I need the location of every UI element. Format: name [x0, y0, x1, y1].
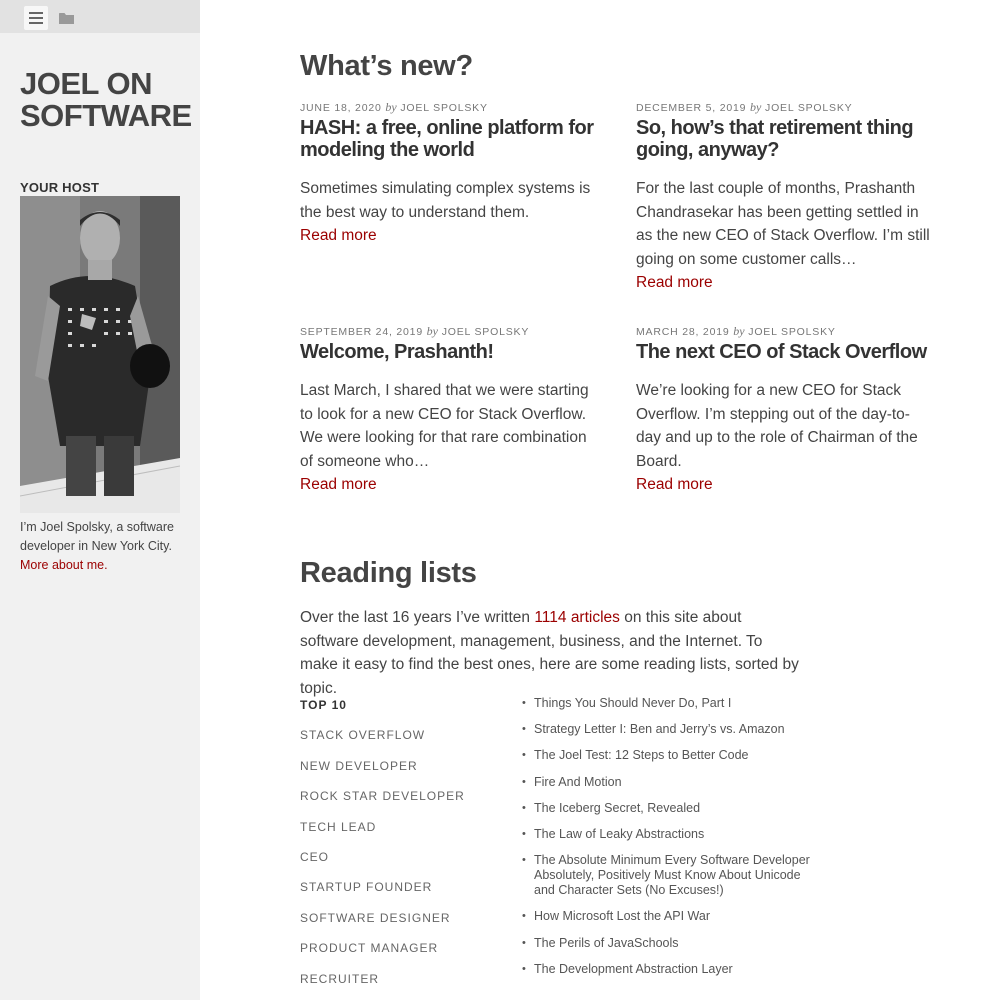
reading-list-articles — [520, 696, 815, 988]
sidebar — [0, 0, 200, 1000]
post-title[interactable]: The next CEO of Stack Overflow — [636, 341, 927, 363]
read-more-link[interactable]: Read more — [300, 476, 377, 493]
post-title[interactable]: HASH: a free, online platform for modeling the world — [300, 117, 594, 161]
post-excerpt: Last March, I shared that we were starting to look for a new CEO for Stack Overflow. We were looking for that rare combination of someone who… — [300, 382, 589, 470]
reading-list-category[interactable]: STACK OVERFLOW — [300, 728, 426, 743]
post-by: by — [426, 324, 438, 338]
reading-list-category[interactable]: CEO — [300, 849, 330, 864]
sidebar-toolbar — [0, 0, 200, 33]
reading-list-category[interactable]: TOP 10 — [300, 698, 347, 712]
reading-list-article-link[interactable]: • Things You Should Never Do, Part I — [520, 696, 815, 711]
folder-icon — [59, 12, 74, 25]
reading-list-category[interactable]: TECH LEAD — [300, 819, 377, 834]
whats-new-heading: What’s new? — [300, 50, 473, 82]
post-date[interactable]: DECEMBER 5, 2019 — [636, 102, 747, 114]
hamburger-menu-icon — [29, 12, 43, 24]
reading-list-category[interactable]: ROCK STAR DEVELOPER — [300, 789, 465, 804]
post-excerpt: We’re looking for a new CEO for Stack Overflow. I’m stepping out of the day-to-day and up to the role of Chairman of the Board. — [636, 382, 918, 470]
post-date[interactable]: JUNE 18, 2020 — [300, 102, 382, 114]
folder-button[interactable] — [54, 6, 78, 30]
post-card — [300, 324, 595, 497]
reading-list-category[interactable]: SOFTWARE DESIGNER — [300, 910, 451, 925]
post-author[interactable]: JOEL SPOLSKY — [765, 102, 853, 114]
read-more-link[interactable]: Read more — [636, 274, 713, 291]
host-heading: YOUR HOST — [20, 180, 100, 195]
post-by: by — [749, 100, 762, 114]
reading-list-article-link[interactable]: • The Iceberg Secret, Revealed — [520, 801, 815, 816]
reading-lists-heading: Reading lists — [300, 557, 477, 589]
reading-list-article-link[interactable]: • Strategy Letter I: Ben and Jerry’s vs. Amazon — [520, 722, 815, 737]
reading-list-article-link[interactable]: • How Microsoft Lost the API War — [520, 909, 815, 924]
host-photo — [20, 196, 180, 513]
post-excerpt: Sometimes simulating complex systems is the best way to understand them. — [300, 180, 591, 221]
post-date[interactable]: SEPTEMBER 24, 2019 — [300, 326, 423, 338]
reading-list-article-link[interactable]: • The Perils of JavaSchools — [520, 936, 815, 951]
read-more-link[interactable]: Read more — [300, 227, 377, 244]
post-author[interactable]: JOEL SPOLSKY — [441, 326, 530, 338]
reading-list-category[interactable]: RECRUITER — [300, 971, 380, 986]
articles-count-link[interactable]: 1114 articles — [534, 609, 620, 626]
post-by: by — [733, 324, 745, 338]
more-about-me-link[interactable]: More about me. — [20, 558, 108, 572]
post-card — [300, 100, 610, 248]
reading-lists-intro — [300, 606, 800, 700]
post-title[interactable]: Welcome, Prashanth! — [300, 341, 494, 363]
post-meta — [636, 324, 931, 339]
reading-list-article-link[interactable]: • The Joel Test: 12 Steps to Better Code — [520, 748, 815, 763]
intro-text-before: Over the last 16 years I’ve written — [300, 609, 535, 626]
post-meta — [300, 100, 610, 115]
reading-list-article-link[interactable]: • The Development Abstraction Layer — [520, 962, 815, 977]
intro-text-after: on this site about software development, management, business, and the Internet. To make it easy to find the best ones, here are some reading lists, sorted by topic. — [300, 609, 799, 697]
post-author[interactable]: JOEL SPOLSKY — [400, 102, 488, 114]
post-date[interactable]: MARCH 28, 2019 — [636, 326, 730, 338]
post-excerpt: For the last couple of months, Prashanth Chandrasekar has been getting settled in as the new CEO of Stack Overflow. I’m still going on some customer calls… — [636, 180, 930, 268]
post-by: by — [385, 100, 397, 114]
reading-list-category[interactable]: PRODUCT MANAGER — [300, 941, 439, 956]
post-author[interactable]: JOEL SPOLSKY — [748, 326, 836, 338]
read-more-link[interactable]: Read more — [636, 476, 713, 493]
reading-list-article-link[interactable]: • Fire And Motion — [520, 775, 815, 790]
reading-list-category[interactable]: NEW DEVELOPER — [300, 758, 418, 773]
reading-list-article-link[interactable]: • The Absolute Minimum Every Software Developer Absolutely, Positively Must Know About Unicode and Character Sets (No Excuses!) — [520, 853, 815, 898]
host-photo-illustration — [20, 196, 180, 513]
post-meta — [636, 100, 936, 115]
post-meta — [300, 324, 595, 339]
menu-button[interactable] — [24, 6, 48, 30]
post-card — [636, 324, 931, 497]
post-title[interactable]: So, how’s that retirement thing going, anyway? — [636, 117, 914, 161]
post-card — [636, 100, 936, 295]
site-title[interactable]: JOEL ON SOFTWARE — [20, 66, 192, 133]
host-bio-text: I’m Joel Spolsky, a software developer in New York City. — [20, 520, 174, 553]
host-bio — [20, 518, 190, 575]
reading-list-category[interactable]: STARTUP FOUNDER — [300, 880, 433, 895]
reading-list-categories — [300, 698, 465, 1000]
reading-list-article-link[interactable]: • The Law of Leaky Abstractions — [520, 827, 815, 842]
